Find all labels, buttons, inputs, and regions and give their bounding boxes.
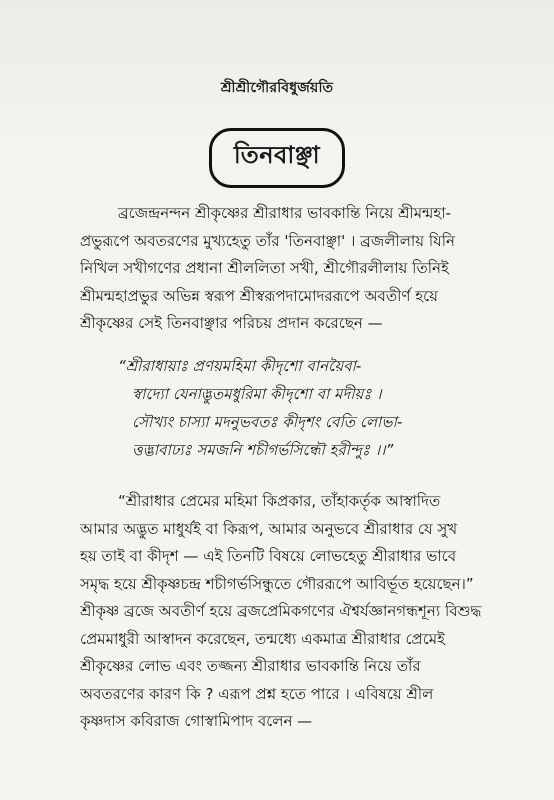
intro-line: শ্রীমন্মহাপ্রভুর অভিন্ন স্বরূপ শ্রীস্বরূপদামোদররূপে অবতীর্ণ হয়ে [80,286,438,305]
intro-line: শ্রীকৃষ্ণের সেই তিনবাঞ্ছার পরিচয় প্রদান করেছেন — [80,314,383,332]
explanation-line: সমৃদ্ধ হয়ে শ্রীকৃষ্ণচন্দ্র শচীগর্ভসিন্ধুতে গৌররূপে আবির্ভূত হয়েছেন।” [80,574,474,593]
explanation-line: অবতরণের কারণ কি ? এরূপ প্রশ্ন হতে পারে । এবিষয়ে শ্রীল [80,684,434,703]
verse-line: স্বাদ্যো যেনাদ্ভুতমধুরিমা কীদৃশো বা মদীয়ঃ । [132,385,382,403]
verse-line: সৌখ্যং চাস্যা মদনুভবতঃ কীদৃশং বেতি লোভা- [132,413,403,431]
chapter-title: তিনবাঞ্ছা [209,128,345,188]
chapter-title-wrapper [0,128,554,188]
intro-line: নিখিল সখীগণের প্রধানা শ্রীললিতা সখী, শ্রীগৌরলীলায় তিনিই [80,259,449,277]
explanation-line: “শ্রীরাধার প্রেমের মহিমা কিপ্রকার, তাঁহাকর্তৃক আস্বাদিত [118,492,441,510]
explanation-paragraph [80,488,540,736]
sanskrit-verse [118,352,538,464]
verse-line: “শ্রীরাধায়াঃ প্রণয়মহিমা কীদৃশো বানয়ৈবা- [118,357,362,375]
verse-line: ত্তদ্ভাবাঢ্যঃ সমজনি শচীগর্ভসিন্ধৌ হরীন্দুঃ ।।” [132,441,394,459]
intro-line: ব্রজেন্দ্রনন্দন শ্রীকৃষ্ণের শ্রীরাধার ভাবকান্তি নিয়ে শ্রীমন্মহা- [118,204,452,222]
explanation-line: শ্রীকৃষ্ণ ব্রজে অবতীর্ণ হয়ে ব্রজপ্রেমিকগণের ঐশ্বর্যজ্ঞানগন্ধশূন্য বিশুদ্ধ [80,602,482,620]
explanation-line: আমার অদ্ভুত মাধুর্যই বা কিরূপ, আমার অনুভবে শ্রীরাধার যে সুখ [80,519,458,538]
explanation-line: শ্রীকৃষ্ণের লোভ এবং তজ্জন্য শ্রীরাধার ভাবকান্তি নিয়ে তাঁর [80,657,421,675]
explanation-line: হয় তাই বা কীদৃশ — এই তিনটি বিষয়ে লোভহেতু শ্রীরাধার ভাবে [80,547,457,565]
explanation-line: প্রেমমাধুরী আস্বাদন করেছেন, তন্মধ্যে একমাত্র শ্রীরাধার প্রেমেই [80,629,445,648]
running-header: শ্রীশ্রীগৌরবিধুর্জয়তি [220,80,334,96]
intro-paragraph [80,200,540,338]
intro-line: প্রভুরূপে অবতরণের মুখ্যহেতু তাঁর 'তিনবাঞ্ছা' । ব্রজলীলায় যিনি [80,231,456,250]
explanation-line: কৃষ্ণদাস কবিরাজ গোস্বামিপাদ বলেন — [80,712,313,730]
